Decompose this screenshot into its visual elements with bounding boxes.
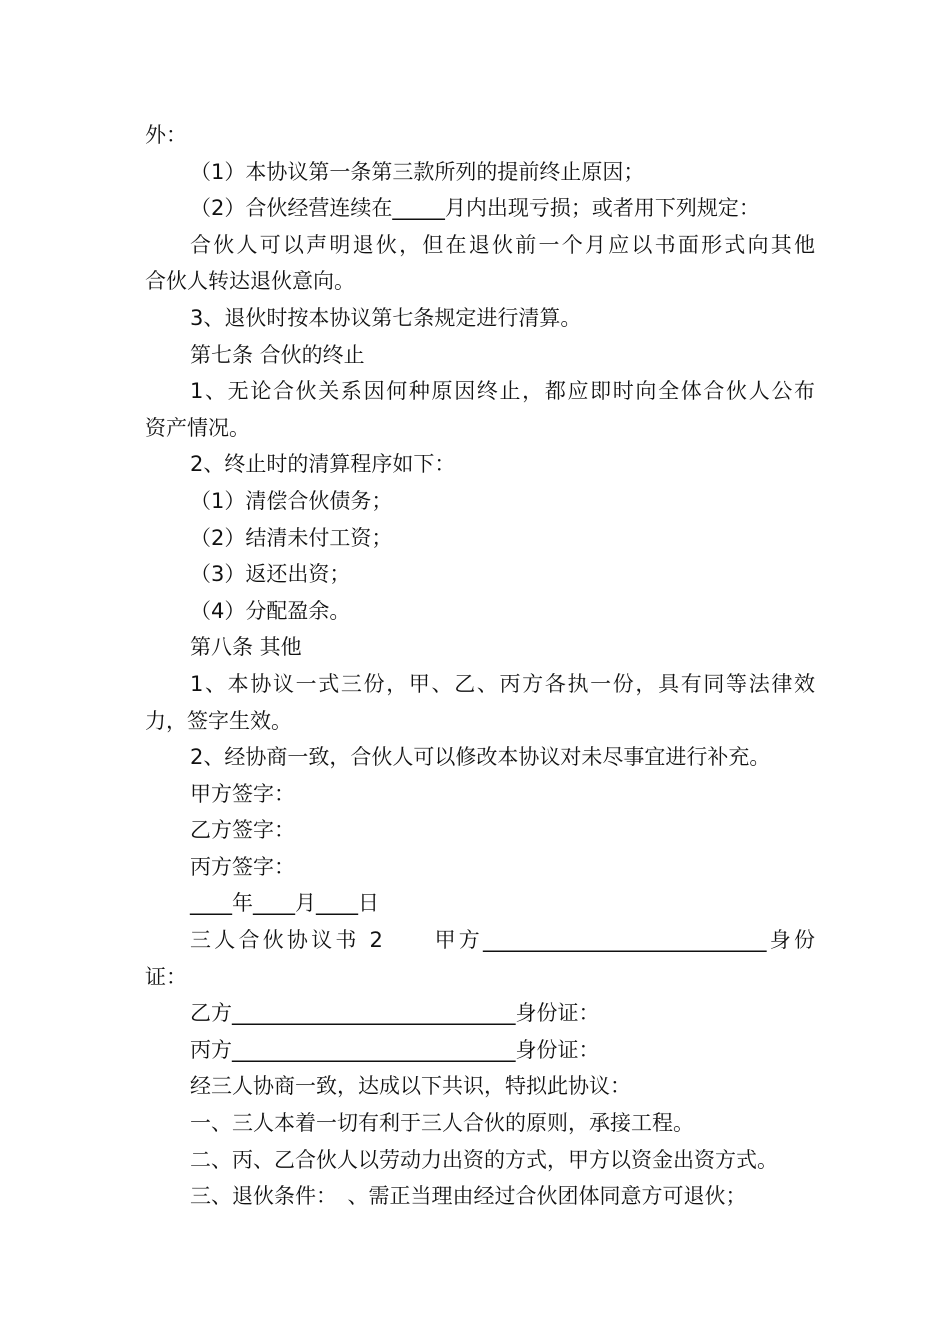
text-line: （1）本协议第一条第三款所列的提前终止原因； [190,159,645,184]
text-line: 外： [145,123,187,147]
document-body [145,117,815,1215]
text-line: 第八条 其他 [190,635,302,660]
text-line: （2）合伙经营连续在_____月内出现亏损；或者用下列规定： [190,196,760,221]
text-line: 合伙人可以声明退伙，但在退伙前一个月应以书面形式向其他 [190,232,815,257]
text-line: 丙方___________________________身份证： [190,1037,600,1062]
text-line: （1）清偿合伙债务； [190,488,393,513]
text-line: （3）返还出资； [190,562,351,587]
text-line: 丙方签字： [190,854,295,879]
text-line: 甲方签字： [190,781,295,806]
text-line: 乙方___________________________身份证： [190,1001,600,1026]
text-line: 2、经协商一致，合伙人可以修改本协议对未尽事宜进行补充。 [190,745,771,770]
text-line: 第七条 合伙的终止 [190,342,365,367]
text-line: （4）分配盈余。 [190,598,351,623]
text-line: 3、退伙时按本协议第七条规定进行清算。 [190,305,582,330]
text-line: 证： [145,964,187,989]
text-line: 乙方签字： [190,818,295,843]
text-line: 力，签字生效。 [145,708,292,733]
text-line: 1、本协议一式三份，甲、乙、丙方各执一份，具有同等法律效 [190,671,815,696]
text-line: 三人合伙协议书 2 甲方___________________________身份 [190,928,815,953]
text-line: 三、退伙条件： 、需正当理由经过合伙团体同意方可退伙； [190,1184,747,1209]
text-line: 2、终止时的清算程序如下： [190,452,456,477]
text-line: 合伙人转达退伙意向。 [145,269,355,294]
text-line: 二、丙、乙合伙人以劳动力出资的方式，甲方以资金出资方式。 [190,1147,778,1172]
text-line: 一、三人本着一切有利于三人合伙的原则，承接工程。 [190,1111,694,1136]
text-line: 1、无论合伙关系因何种原因终止，都应即时向全体合伙人公布 [190,379,815,404]
text-line: （2）结清未付工资； [190,525,393,550]
text-line: 资产情况。 [145,415,250,440]
text-line: 经三人协商一致，达成以下共识，特拟此协议： [190,1074,631,1099]
text-line: ____年____月____日 [190,891,379,916]
